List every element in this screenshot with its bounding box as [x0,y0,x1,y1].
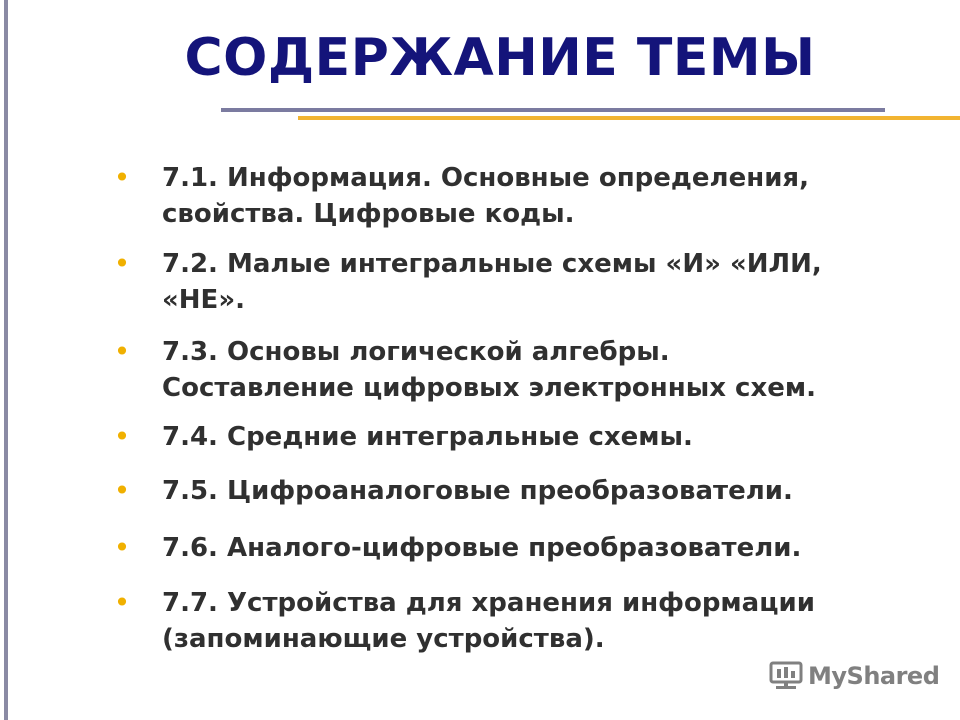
bullet-icon: • [113,420,131,453]
list-item-text: 7.2. Малые интегральные схемы «И» «ИЛИ, «НЕ». [162,249,822,315]
list-item-text: 7.6. Аналого-цифровые преобразователи. [162,533,802,563]
slide-title: СОДЕРЖАНИЕ ТЕМЫ [184,28,816,88]
list-item [104,473,924,509]
list-item [104,160,924,232]
list-item [104,585,924,657]
list-item [104,334,924,406]
bullet-icon: • [113,335,131,368]
list-item-text: 7.5. Цифроаналоговые преобразователи. [162,476,793,506]
list-item-text: 7.3. Основы логической алгебры. Составление цифровых электронных схем. [162,337,816,403]
list-item-text: 7.4. Средние интегральные схемы. [162,422,693,452]
bullet-icon: • [113,161,131,194]
bullet-icon: • [113,531,131,564]
list-item [104,530,924,566]
watermark-text: MyShared [808,662,940,690]
presentation-board-icon [768,660,804,692]
bullet-icon: • [113,474,131,507]
bullet-icon: • [113,247,131,280]
watermark-logo [768,660,939,692]
bullet-icon: • [113,586,131,619]
list-item [104,246,924,318]
list-item [104,419,924,455]
list-item-text: 7.7. Устройства для хранения информации (запоминающие устройства). [162,588,815,654]
list-item-text: 7.1. Информация. Основные определения, свойства. Цифровые коды. [162,163,809,229]
